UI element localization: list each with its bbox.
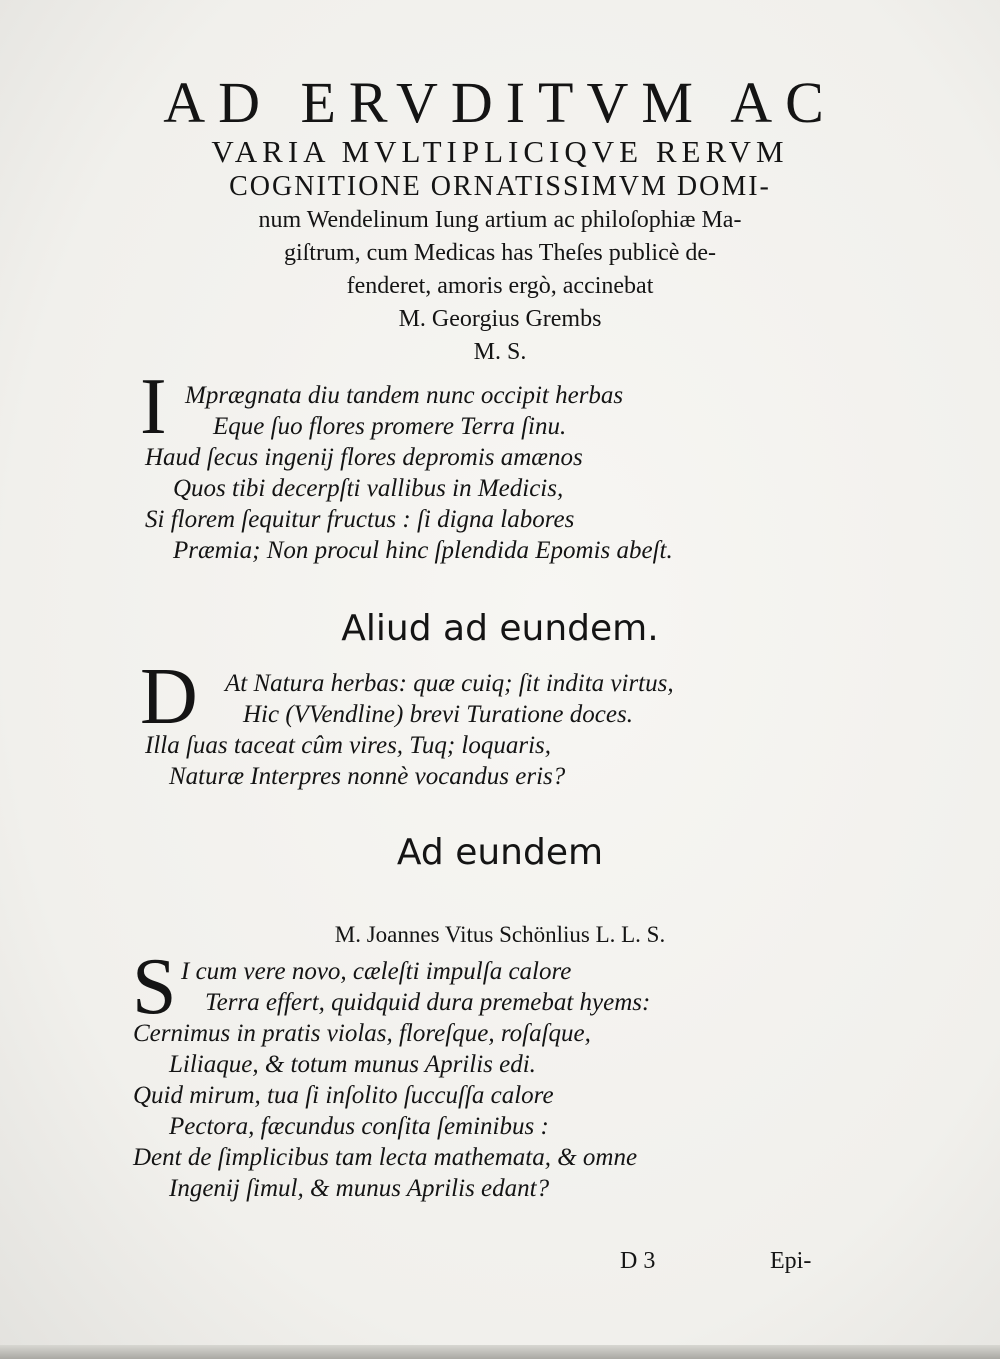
poem1-line-3: Haud ſecus ingenij flores depromis amænos <box>145 444 583 471</box>
poem1-line-1: Mprægnata diu tandem nunc occipit herbas <box>185 382 624 409</box>
heading-aliud: Aliud ad eundem. <box>341 608 659 649</box>
byline-schonlius: M. Joannes Vitus Schönlius L. L. S. <box>334 922 666 947</box>
poem2 <box>145 668 674 792</box>
poem1-line-5: Si florem ſequitur fructus : ſi digna labores <box>145 506 575 533</box>
title-line-5: giſtrum, cum Medicas has Theſes publicè de- <box>283 240 717 266</box>
title-line-1: AD ERVDITVM AC <box>163 70 837 135</box>
poem2-line-4: Naturæ Interpres nonnè vocandus eris? <box>169 763 566 790</box>
poem3-line-7: Dent de ſimplicibus tam lecta mathemata, & omne <box>133 1144 638 1171</box>
poem1-dropcap: I <box>140 363 167 451</box>
poem1-line-4: Quos tibi decerpſti vallibus in Medicis, <box>173 475 564 502</box>
poem3-line-1: I cum vere novo, cæleſti impulſa calore <box>181 958 572 985</box>
title-line-6: fenderet, amoris ergò, accinebat <box>346 273 654 299</box>
poem2-dropcap: D <box>140 653 198 741</box>
poem1-line-6: Præmia; Non procul hinc ſplendida Epomis abeſt. <box>173 537 673 564</box>
author-name: M. Georgius Grembs <box>398 306 602 332</box>
catchword: Epi- <box>770 1248 812 1274</box>
page-edge-shadow <box>0 1345 1000 1359</box>
heading-ad-eundem: Ad eundem <box>396 832 604 873</box>
poem3-line-5: Quid mirum, tua ſi inſolito ſuccuſſa calore <box>133 1082 554 1109</box>
poem3-line-8: Ingenij ſimul, & munus Aprilis edant? <box>169 1175 550 1202</box>
poem3-line-3: Cernimus in pratis violas, floreſque, roſaſque, <box>133 1020 591 1047</box>
poem3-dropcap: S <box>132 943 177 1031</box>
poem3-line-2: Terra effert, quidquid dura premebat hyems: <box>205 989 651 1016</box>
title-line-2: VARIA MVLTIPLICIQVE RERVM <box>211 134 789 169</box>
poem3-line-6: Pectora, fæcundus conſita ſeminibus : <box>169 1113 549 1140</box>
poem3 <box>133 956 650 1204</box>
title-line-4: num Wendelinum Iung artium ac philoſophiæ Ma- <box>258 207 742 233</box>
poem2-line-3: Illa ſuas taceat cûm vires, Tuq; loquaris, <box>145 732 551 759</box>
poem1 <box>145 380 673 566</box>
signature-mark: D 3 <box>620 1248 656 1274</box>
title-line-3: COGNITIONE ORNATISSIMVM DOMI- <box>229 171 771 202</box>
poem2-line-2: Hic (VVendline) brevi Turatione doces. <box>243 701 633 728</box>
title-block <box>100 72 900 369</box>
poem3-line-4: Liliaque, & totum munus Aprilis edi. <box>169 1051 536 1078</box>
poem2-line-1: At Natura herbas: quæ cuiq; ſit indita virtus, <box>225 670 674 697</box>
author-suffix: M. S. <box>473 339 527 365</box>
poem1-line-2: Eque ſuo flores promere Terra ſinu. <box>213 413 567 440</box>
